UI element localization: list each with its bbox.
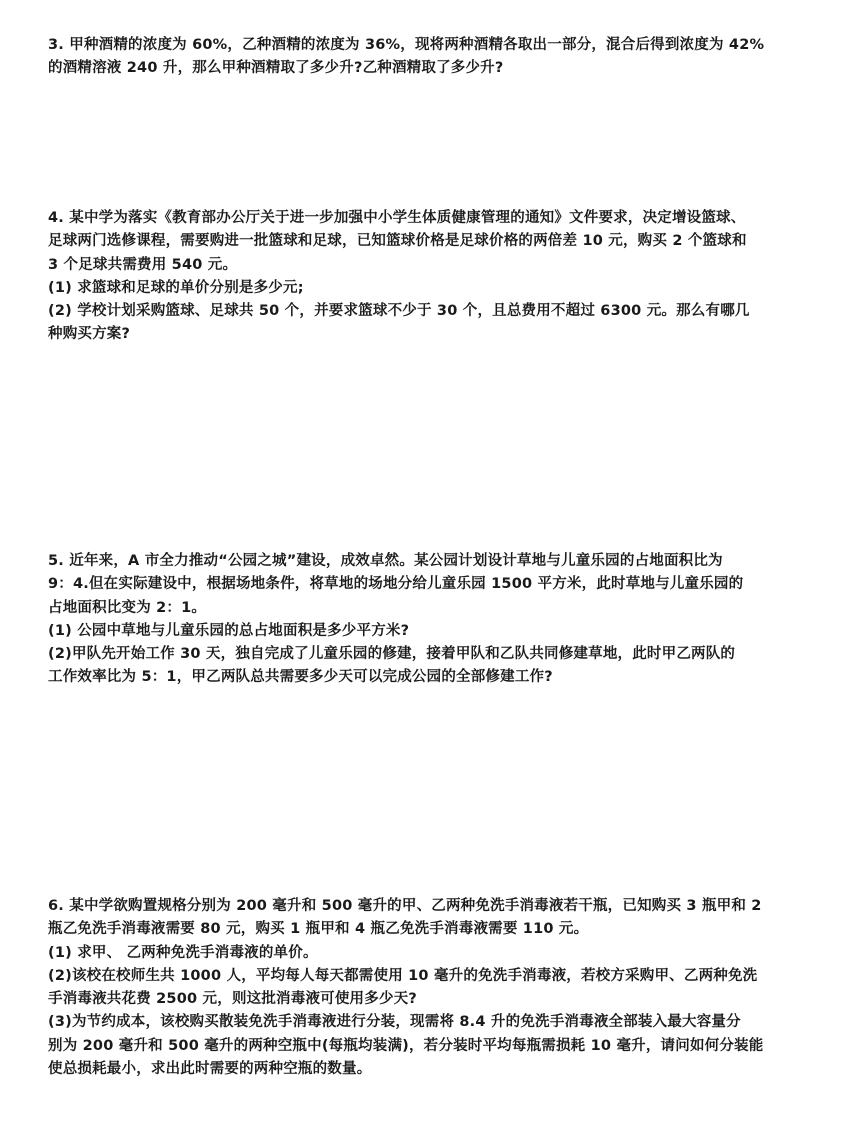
problem-4-line-3: 3 个足球共需费用 540 元。 bbox=[48, 256, 238, 273]
problem-4-part-2-line-1: (2) 学校计划采购篮球、足球共 50 个，并要求篮球不少于 30 个，且总费用不超过 6300 元。那么有哪几 bbox=[48, 303, 750, 320]
problem-6 bbox=[48, 895, 823, 1081]
problem-4-part-1: (1) 求篮球和足球的单价分别是多少元; bbox=[48, 279, 304, 296]
problem-6-part-2-line-1: (2)该校在校师生共 1000 人，平均每人每天都需使用 10 毫升的免洗手消毒液，若校方采购甲、乙两种免洗 bbox=[48, 967, 758, 984]
problem-5-line-2: 9：4.但在实际建设中，根据场地条件，将草地的场地分给儿童乐园 1500 平方米，此时草地与儿童乐园的 bbox=[48, 576, 744, 593]
problem-4-line-2: 足球两门选修课程，需要购进一批篮球和足球，已知篮球价格是足球价格的两倍差 10 元，购买 2 个篮球和 bbox=[48, 233, 747, 250]
problem-5-line-1: 5. 近年来，A 市全力推动“公园之城”建设，成效卓然。某公园计划设计草地与儿童乐园的占地面积比为 bbox=[48, 553, 723, 569]
problem-6-part-2-line-2: 手消毒液共花费 2500 元，则这批消毒液可使用多少天? bbox=[48, 991, 417, 1008]
problem-6-line-2: 瓶乙免洗手消毒液需要 80 元，购买 1 瓶甲和 4 瓶乙免洗手消毒液需要 110 元。 bbox=[48, 921, 589, 938]
problem-6-part-3-line-1: (3)为节约成本，该校购买散装免洗手消毒液进行分装，现需将 8.4 升的免洗手消毒液全部装入最大容量分 bbox=[48, 1014, 741, 1031]
problem-5-part-2-line-1: (2)甲队先开始工作 30 天，独自完成了儿童乐园的修建，接着甲队和乙队共同修建草地，此时甲乙两队的 bbox=[48, 646, 736, 663]
problem-6-part-1: (1) 求甲、 乙两种免洗手消毒液的单价。 bbox=[48, 944, 318, 961]
problem-3-line-1: 3. 甲种酒精的浓度为 60%，乙种酒精的浓度为 36%，现将两种酒精各取出一部分，混合后得到浓度为 42% bbox=[48, 37, 765, 53]
problem-5-line-3: 占地面积比变为 2：1。 bbox=[48, 599, 207, 616]
problem-3-line-2: 的酒精溶液 240 升，那么甲种酒精取了多少升?乙种酒精取了多少升? bbox=[48, 60, 504, 77]
problem-5 bbox=[48, 550, 823, 690]
problem-5-part-2-line-2: 工作效率比为 5：1，甲乙两队总共需要多少天可以完成公园的全部修建工作? bbox=[48, 669, 553, 686]
problem-3 bbox=[48, 34, 823, 81]
problem-6-part-3-line-3: 使总损耗最小，求出此时需要的两种空瓶的数量。 bbox=[48, 1061, 372, 1078]
problem-6-line-1: 6. 某中学欲购置规格分别为 200 毫升和 500 毫升的甲、乙两种免洗手消毒液若干瓶，已知购买 3 瓶甲和 2 bbox=[48, 898, 762, 914]
problem-4 bbox=[48, 207, 823, 347]
problem-5-part-1: (1) 公园中草地与儿童乐园的总占地面积是多少平方米? bbox=[48, 622, 410, 639]
problem-4-part-2-line-2: 种购买方案? bbox=[48, 326, 131, 343]
problem-6-part-3-line-2: 别为 200 毫升和 500 毫升的两种空瓶中(每瓶均装满)，若分装时平均每瓶需损耗 10 毫升，请问如何分装能 bbox=[48, 1037, 764, 1054]
problem-4-line-1: 4. 某中学为落实《教育部办公厅关于进一步加强中小学生体质健康管理的通知》文件要求，决定增设篮球、 bbox=[48, 210, 746, 226]
